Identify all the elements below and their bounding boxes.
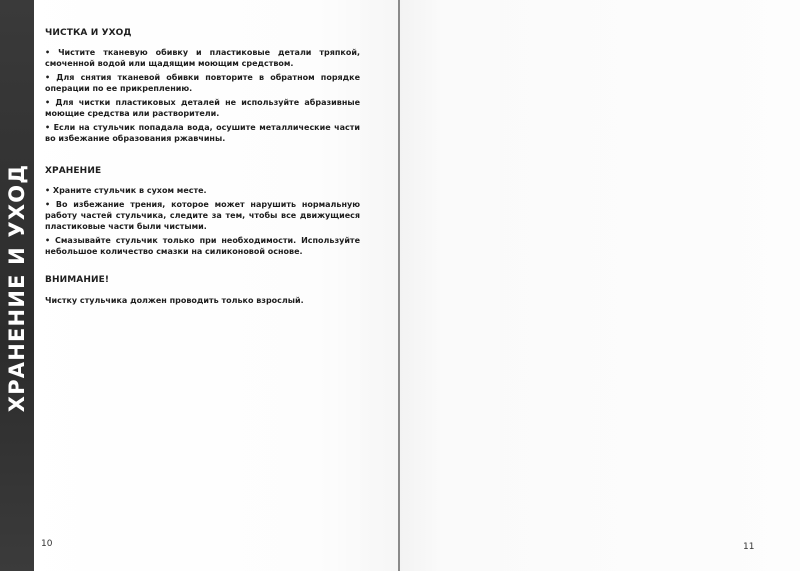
section-storage (45, 166, 360, 261)
warning-text: Чистку стульчика должен проводить только взрослый. (45, 296, 304, 305)
right-page (400, 0, 800, 571)
page-number-right: 11 (743, 542, 755, 552)
bullet-list (45, 47, 360, 144)
section-warning (45, 275, 360, 306)
bullet-list (45, 185, 360, 257)
left-page (0, 0, 399, 571)
list-item: • Во избежание трения, которое может нарушить нормальную работу частей стульчика, следите за тем, чтобы все движущиеся пластиковые части были чистыми. (45, 200, 360, 231)
list-item: • Чистите тканевую обивку и пластиковые детали тряпкой, смоченной водой или щадящим моющим средством. (45, 48, 360, 68)
list-item: • Смазывайте стульчик только при необходимости. Используйте небольшое количество смазки на силиконовой основе. (45, 236, 360, 256)
side-tab-title: ХРАНЕНИЕ И УХОД (5, 163, 29, 413)
section-heading: ЧИСТКА И УХОД (45, 28, 132, 38)
section-heading: ХРАНЕНИЕ (45, 166, 102, 176)
list-item: • Для снятия тканевой обивки повторите в обратном порядке операции по ее прикреплению. (45, 73, 360, 93)
warning-heading: ВНИМАНИЕ! (45, 275, 110, 285)
list-item: • Для чистки пластиковых деталей не используйте абразивные моющие средства или растворители. (45, 98, 360, 118)
section-cleaning (45, 28, 360, 144)
left-page-content (45, 28, 360, 306)
list-item: • Храните стульчик в сухом месте. (45, 186, 207, 195)
page-number-left: 10 (41, 539, 53, 549)
side-tab-band (0, 0, 34, 571)
list-item: • Если на стульчик попадала вода, осушите металлические части во избежание образования ржавчины. (45, 123, 360, 143)
